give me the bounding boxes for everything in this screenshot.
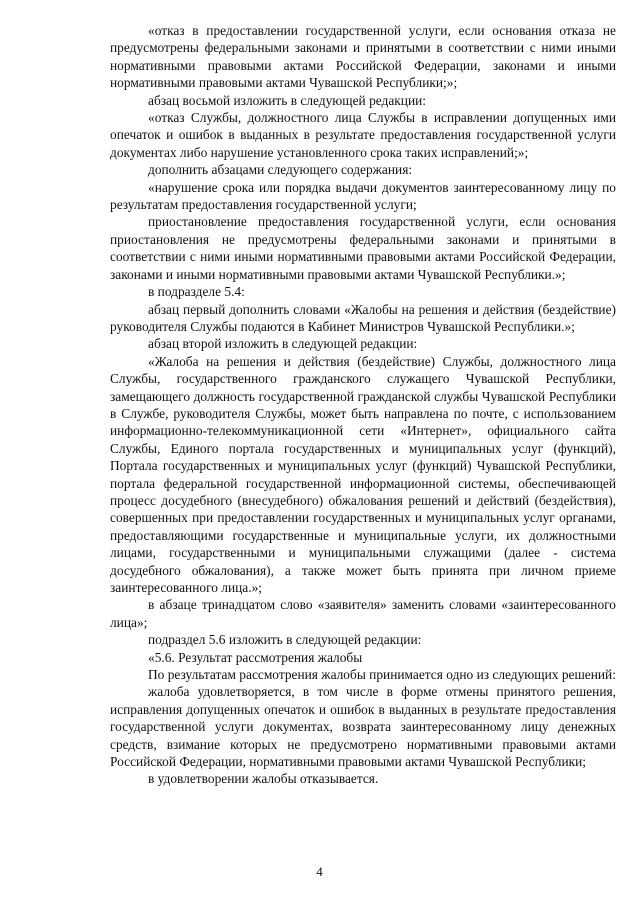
page-number: 4 (316, 864, 323, 879)
paragraph-amend-eighth: абзац восьмой изложить в следующей редакции: (148, 92, 427, 108)
section-heading-5-6: «5.6. Результат рассмотрения жалобы (148, 649, 363, 665)
paragraph-add-clauses: дополнить абзацами следующего содержания: (148, 162, 413, 178)
paragraph-subsection-5-6: подраздел 5.6 изложить в следующей редакции: (148, 632, 422, 648)
paragraph-refusal-corrections: «отказ Службы, должностного лица Службы в исправлении допущенных ими опечаток и ошибок в выданных в результате предоставления государственной услуги документах либо нарушение установленного срока таких исправлений;»; (110, 110, 616, 160)
paragraph-decision-options: По результатам рассмотрения жалобы принимается одно из следующих решений: (148, 667, 616, 683)
paragraph-complaint-submission: «Жалоба на решения и действия (бездействие) Службы, должностного лица Службы, государственного гражданского служащего Чувашской Республики, замещающего должность государственной гражданской службы Чувашской Республики в Службе, руководителя Службы, может быть направлена по почте, с использованием информационно-телекоммуникационной сети «Интернет», официального сайта Службы, Единого портала государственных и муниципальных услуг (функций), Портала государственных и муниципальных услуг (функций) Чувашской Республики, портала федеральной государственной информационной системы, обеспечивающей процесс досудебного (внесудебного) обжалования решений и действий (бездействия), совершенных при предоставлении государственных и муниципальных услуг органами, предоставляющими государственные и муниципальные услуги, их должностными лицами, государственными и муниципальными служащими (далее - система досудебного обжалования), а также может быть принята при личном приеме заинтересованного лица.»; (110, 353, 616, 595)
paragraph-subsection-5-4: в подразделе 5.4: (148, 284, 245, 300)
paragraph-complaint-satisfied: жалоба удовлетворяется, в том числе в форме отмены принятого решения, исправления допущенных опечаток и ошибок в выданных в результате предоставления государственной услуги документах, возврата заинтересованному лицу денежных средств, взимание которых не предусмотрено нормативными правовыми актами Российской Федерации, нормативными правовыми актами Чувашской Республики; (110, 684, 616, 770)
paragraph-first-addition: абзац первый дополнить словами «Жалобы на решения и действия (бездействие) руководителя Службы подаются в Кабинет Министров Чувашской Республики.»; (110, 301, 616, 334)
paragraph-amend-second: абзац второй изложить в следующей редакции: (148, 336, 418, 352)
paragraph-suspension: приостановление предоставления государственной услуги, если основания приостановления не предусмотрены федеральными законами и принятыми в соответствии с ними иными нормативными правовыми актами Российской Федерации, законами и иными нормативными правовыми актами Чувашской Республики.»; (110, 214, 616, 282)
paragraph-refusal-clause: «отказ в предоставлении государственной услуги, если основания отказа не предусмотрены федеральными законами и принятыми в соответствии с ними иными нормативными правовыми актами Российской Федерации, законами и иными нормативными правовыми актами Чувашской Республики;»; (110, 23, 616, 91)
document-body (110, 22, 616, 788)
paragraph-complaint-refused: в удовлетворении жалобы отказывается. (148, 771, 379, 787)
paragraph-deadline-violation: «нарушение срока или порядка выдачи документов заинтересованному лицу по результатам предоставления государственной услуги; (110, 179, 616, 213)
paragraph-thirteenth-replace: в абзаце тринадцатом слово «заявителя» заменить словами «заинтересованного лица»; (110, 597, 616, 630)
